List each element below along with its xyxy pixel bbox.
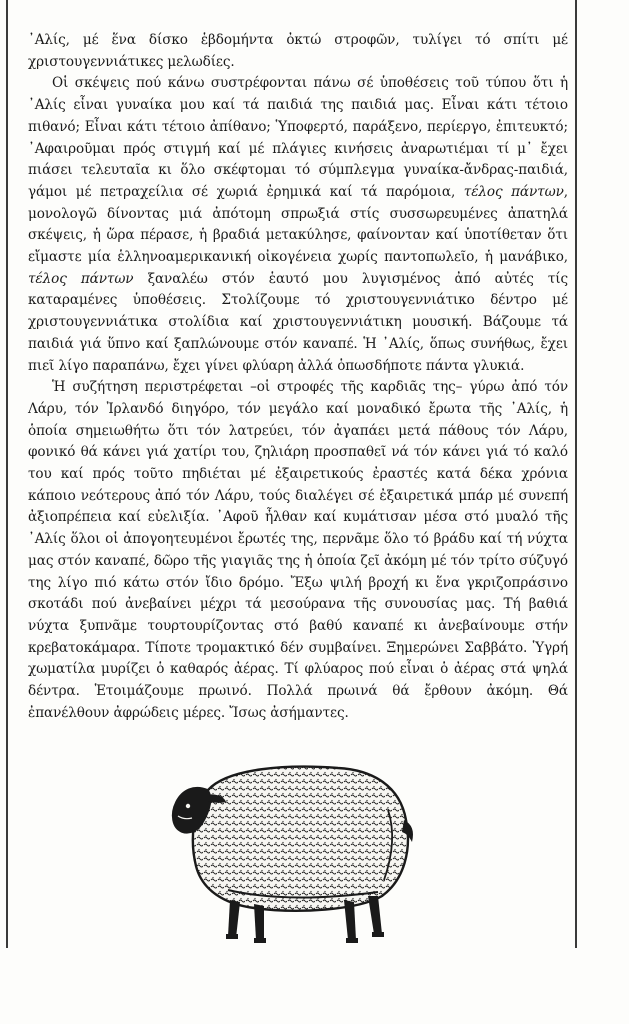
text-run: Οἱ σκέψεις πού κάνω συστρέφονται πάνω σέ ὑποθέσεις τοῦ τύπου ὅτι ἡ ᾿Αλίς εἶναι γυναίκα μου καί τά παιδιά της παιδιά μας. Εἶναι κάτι τέτοιο πιθανό; Εἶναι κάτι τέτοιο ἀπίθανο; Ὑποφερτό, παράξενο, περίεργο, ἐπιτευκτό; ᾿Αφαιροῦμαι πρός στιγμή καί μέ πλάγιες κινήσεις ἀναρωτιέμαι τί μ᾿ ἔχει πιάσει τελευταῖα κι ὅλο σκέφτομαι τό σύμπλεγμα γυναίκα-ἄνδρας-παιδιά, γάμοι μέ πετραχείλια σέ χωριά ἐρημικά καί τά παρόμοια, <box>28 75 568 200</box>
italic-phrase: τέλος πάντων <box>463 183 564 200</box>
sheep-icon <box>168 750 420 946</box>
text-run: ξαναλέω στόν ἑαυτό μου λυγισμένος ἀπό αὐτές τίς καταραμένες ὑποθέσεις. Στολίζουμε τό χριστουγεννιάτικο δέντρο μέ χριστουγεννιάτικα στολίδια καί χριστουγεννιάτικη μουσική. Βάζουμε τά παιδιά γιά ὕπνο καί ξαπλώνουμε στόν καναπέ. Ἡ ᾿Αλίς, ὅπως συνήθως, ἔχει πιεῖ λίγο παραπάνω, ἔχει γίνει φλύαρη ἀλλά ὁπωσδήποτε πάντα γλυκιά. <box>28 270 568 374</box>
text-run: ᾿Αλίς, μέ ἕνα δίσκο ἑβδομήντα ὀκτώ στροφῶν, τυλίγει τό σπίτι μέ χριστουγεννιάτικες μελωδίες. <box>28 32 568 70</box>
text-run: , μονολογῶ δίνοντας μιά ἀπότομη σπρωξιά στίς συσσωρευμένες ἀπατηλά σκέψεις, ἡ ὥρα πέρασε, ἡ βραδιά μετακύλησε, φαίνονταν καί ὑποτίθεταν ὅτι εἴμαστε μία ἑλληνοαμερικανική οἰκογένεια χωρίς παντοπωλεῖο, ἡ μανάβικο, <box>28 183 568 266</box>
body-text <box>28 30 568 725</box>
right-margin-rule <box>575 0 577 948</box>
paragraph-3 <box>28 377 568 724</box>
italic-phrase: τέλος πάντων <box>28 270 134 287</box>
paragraph-2 <box>28 73 568 377</box>
left-margin-rule <box>6 0 8 948</box>
text-run: Ἡ συζήτηση περιστρέφεται –οἱ στροφές τῆς καρδιᾶς της– γύρω ἀπό τόν Λάρυ, τόν Ἰρλανδό διηγόρο, τόν μεγάλο καί μοναδικό ἔρωτα τῆς ᾿Αλίς, ἡ ὁποία σημειωθήτω ὅτι τόν λατρεύει, τόν ἀγαπάει μετά πάθους τόν Λάρυ, φονικό θά κάνει γιά χατίρι του, ζηλιάρη προσπαθεῖ νά τόν κάνει γιά τό καλό του καί πρός τοῦτο πηδιέται μέ ἐξαιρετικούς ἐραστές κατά δέκα χρόνια κάποιο νεότερους ἀπό τόν Λάρυ, τούς διαλέγει σέ ἐξαιρετικά μπάρ μέ συνεπή ἀξιοπρέπεια καί εὐελιξία. ᾿Αφοῦ ἦλθαν καί κυμάτισαν μέσα στό μυαλό τῆς ᾿Αλίς ὅλοι οἱ ἀπογοητευμένοι ἔρωτές της, περνᾶμε ὅλο τό βράδυ καί τή νύχτα μας στόν καναπέ, δῶρο τῆς γιαγιᾶς της ἡ ὁποία ζεῖ ἀκόμη μέ τόν τρίτο σύζυγό της λίγο πιό κάτω στόν ἴδιο δρόμο. Ἔξω ψιλή βροχή κι ἕνα γκριζοπράσινο σκοτάδι πού ἀνεβαίνει μέχρι τά μεσούρανα τῆς συνουσίας μας. Τή βαθιά νύχτα ξυπνᾶμε τουρτουρίζοντας στό βαθύ καναπέ κι ἀνεβαίνουμε στήν κρεβατοκάμαρα. Τίποτε τρομακτικό δέν συμβαίνει. Ξημερώνει Σαββάτο. Ὑγρή χωματίλα μυρίζει ὁ καθαρός ἀέρας. Τί φλύαρος πού εἶναι ὁ ἀέρας στά ψηλά δέντρα. Ἑτοιμάζουμε πρωινό. Πολλά πρωινά θά ἔρθουν ἀκόμη. Θά ἐπανέλθουν ἀφρώδεις μέρες. Ἴσως ἀσήμαντες. <box>28 379 568 721</box>
paragraph-1 <box>28 30 568 73</box>
